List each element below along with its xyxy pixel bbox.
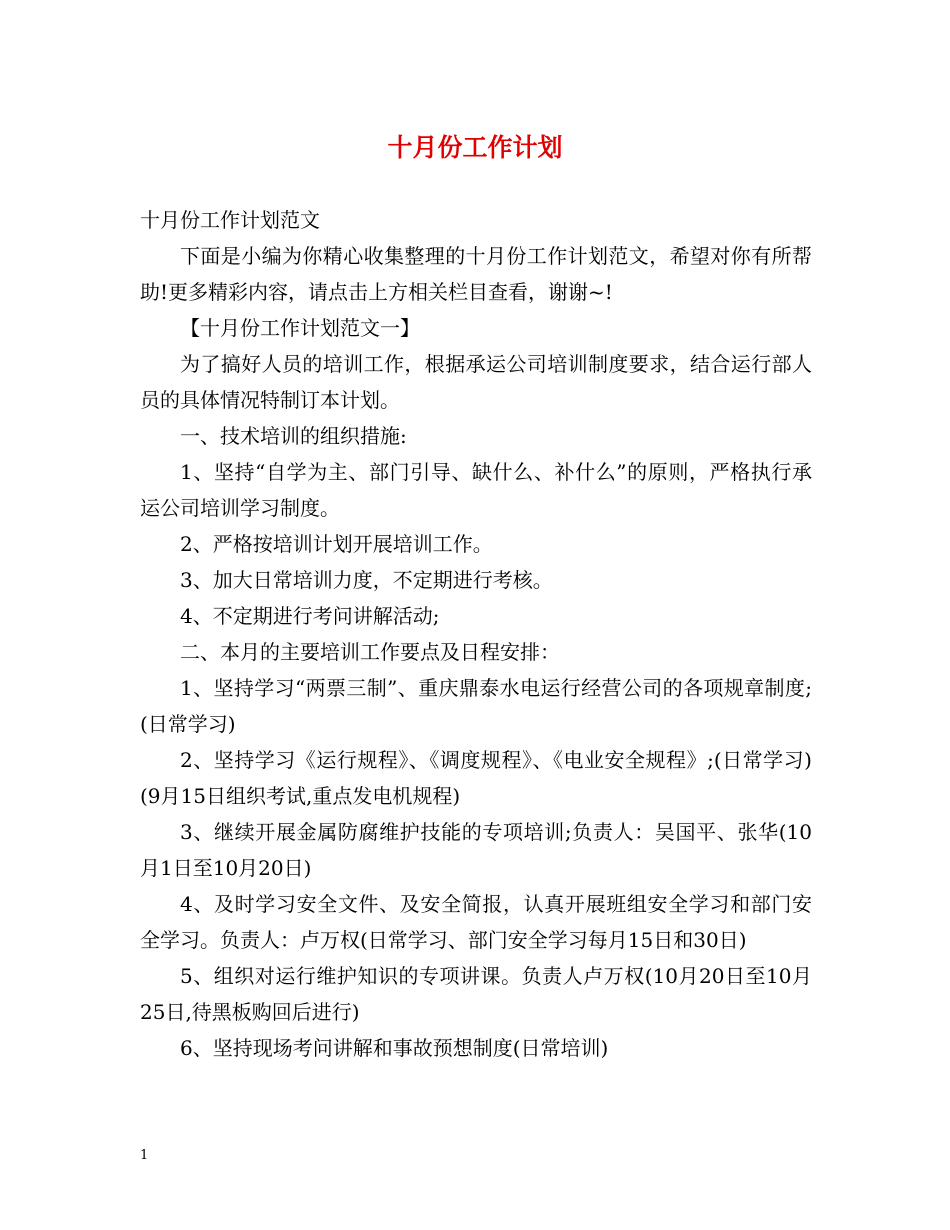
list-item: 2、坚持学习《运行规程》、《调度规程》、《电业安全规程》;(日常学习)(9月15日组织考试,重点发电机规程) — [140, 748, 812, 808]
subsection-heading-measures: 一、技术培训的组织措施: — [180, 424, 407, 448]
list-item: 5、组织对运行维护知识的专项讲课。负责人卢万权(10月20日至10月25日,待黑板购回后进行) — [140, 964, 812, 1024]
purpose-paragraph: 为了搞好人员的培训工作，根据承运公司培训制度要求，结合运行部人员的具体情况特制订本计划。 — [140, 352, 812, 412]
page-number: 1 — [140, 1148, 149, 1163]
intro-paragraph: 下面是小编为你精心收集整理的十月份工作计划范文，希望对你有所帮助!更多精彩内容，请点击上方相关栏目查看，谢谢~! — [140, 244, 812, 304]
list-item: 6、坚持现场考问讲解和事故预想制度(日常培训) — [180, 1036, 609, 1060]
list-item: 1、坚持学习“两票三制”、重庆鼎泰水电运行经营公司的各项规章制度;(日常学习) — [140, 676, 812, 736]
list-item: 3、加大日常培训力度，不定期进行考核。 — [180, 568, 553, 592]
section-heading: 十月份工作计划范文 — [140, 208, 320, 232]
subsection-heading-schedule: 二、本月的主要培训工作要点及日程安排： — [180, 640, 560, 664]
document-title: 十月份工作计划 — [387, 133, 563, 162]
list-item: 3、继续开展金属防腐维护技能的专项培训;负责人：吴国平、张华(10月1日至10月20日) — [140, 820, 812, 880]
list-item: 4、及时学习安全文件、及安全简报，认真开展班组安全学习和部门安全学习。负责人：卢万权(日常学习、部门安全学习每月15日和30日) — [140, 892, 812, 952]
list-item: 1、坚持“自学为主、部门引导、缺什么、补什么”的原则，严格执行承运公司培训学习制度。 — [140, 460, 812, 520]
document-body — [140, 202, 812, 1066]
sample-heading: 【十月份工作计划范文一】 — [180, 316, 420, 340]
list-item: 4、不定期进行考问讲解活动; — [180, 604, 440, 628]
list-item: 2、严格按培训计划开展培训工作。 — [180, 532, 493, 556]
